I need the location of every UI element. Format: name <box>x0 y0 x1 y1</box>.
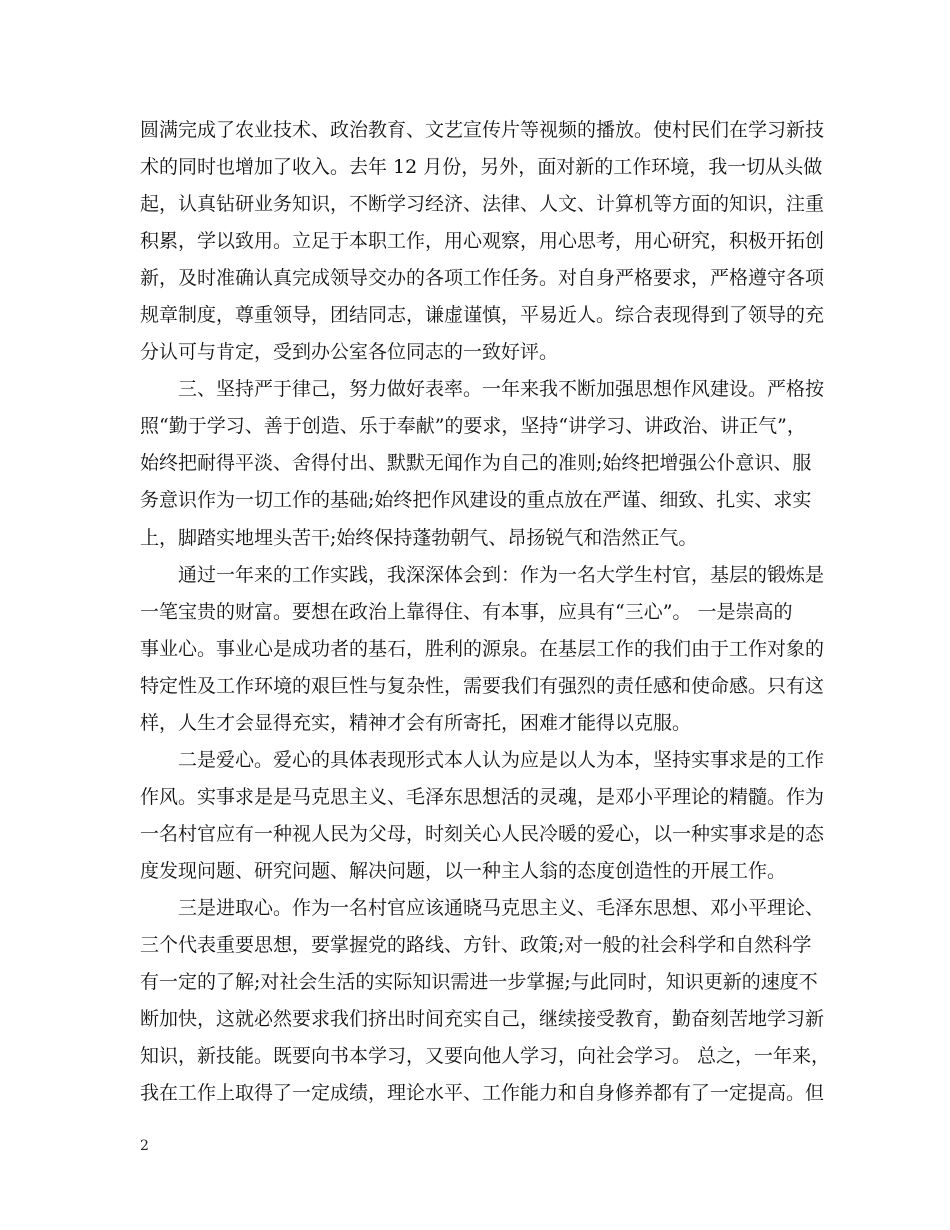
text-line: 我在工作上取得了一定成绩，理论水平、工作能力和自身修养都有了一定提高。但 <box>140 1082 825 1105</box>
paragraph-first-line: 三、坚持严于律己，努力做好表率。一年来我不断加强思想作风建设。严格按 <box>178 378 825 401</box>
text-line: 始终把耐得平淡、舍得付出、默默无闻作为自己的准则;始终把增强公仆意识、服 <box>140 452 812 475</box>
text-line: 有一定的了解;对社会生活的实际知识需进一步掌握;与此同时，知识更新的速度不 <box>140 971 818 994</box>
text-line: 断加快，这就必然要求我们挤出时间充实自己，继续接受教育，勤奋刻苦地学习新 <box>140 1008 825 1031</box>
text-line: 务意识作为一切工作的基础;始终把作风建设的重点放在严谨、细致、扎实、求实 <box>140 489 812 512</box>
text-line: 分认可与肯定，受到办公室各位同志的一致好评。 <box>140 341 559 364</box>
text-line: 照“勤于学习、善于创造、乐于奉献”的要求，坚持“讲学习、讲政治、讲正气”， <box>140 415 806 438</box>
text-line: 上，脚踏实地埋头苦干;始终保持蓬勃朝气、昂扬锐气和浩然正气。 <box>140 526 698 549</box>
text-line: 积累，学以致用。立足于本职工作，用心观察，用心思考，用心研究，积极开拓创 <box>140 230 825 253</box>
text-line: 知识，新技能。既要向书本学习，又要向他人学习，向社会学习。 总之，一年来， <box>140 1045 831 1068</box>
text-line: 度发现问题、研究问题、解决问题，以一种主人翁的态度创造性的开展工作。 <box>140 859 787 882</box>
text-line: 新，及时准确认真完成领导交办的各项工作任务。对自身严格要求，严格遵守各项 <box>140 267 825 290</box>
text-line: 三个代表重要思想，要掌握党的路线、方针、政策;对一般的社会科学和自然科学 <box>140 934 812 957</box>
text-line: 起，认真钻研业务知识，不断学习经济、法律、人文、计算机等方面的知识，注重 <box>140 193 825 216</box>
text-line: 术的同时也增加了收入。去年 12 月份，另外，面对新的工作环境，我一切从头做 <box>140 156 823 179</box>
text-line: 规章制度，尊重领导，团结同志，谦虚谨慎，平易近人。综合表现得到了领导的充 <box>140 304 825 327</box>
body-text <box>140 112 831 1112</box>
page-number: 2 <box>140 1138 149 1154</box>
text-line: 样，人生才会显得充实，精神才会有所寄托，困难才能得以克服。 <box>140 711 692 734</box>
text-line: 圆满完成了农业技术、政治教育、文艺宣传片等视频的播放。使村民们在学习新技 <box>140 119 825 141</box>
paragraph-first-line: 二是爱心。爱心的具体表现形式本人认为应是以人为本，坚持实事求是的工作 <box>178 748 825 771</box>
paragraph-first-line: 通过一年来的工作实践，我深深体会到：作为一名大学生村官，基层的锻炼是 <box>178 563 825 586</box>
text-line: 事业心。事业心是成功者的基石，胜利的源泉。在基层工作的我们由于工作对象的 <box>140 637 825 660</box>
text-line: 一笔宝贵的财富。要想在政治上靠得住、有本事，应具有“三心”。 一是崇高的 <box>140 600 793 623</box>
text-line: 特定性及工作环境的艰巨性与复杂性，需要我们有强烈的责任感和使命感。只有这 <box>140 674 825 697</box>
text-line: 一名村官应有一种视人民为父母，时刻关心人民冷暖的爱心，以一种实事求是的态 <box>140 822 825 845</box>
text-line: 作风。实事求是是马克思主义、毛泽东思想活的灵魂，是邓小平理论的精髓。作为 <box>140 785 825 808</box>
paragraph-first-line: 三是进取心。作为一名村官应该通晓马克思主义、毛泽东思想、邓小平理论、 <box>178 896 825 919</box>
